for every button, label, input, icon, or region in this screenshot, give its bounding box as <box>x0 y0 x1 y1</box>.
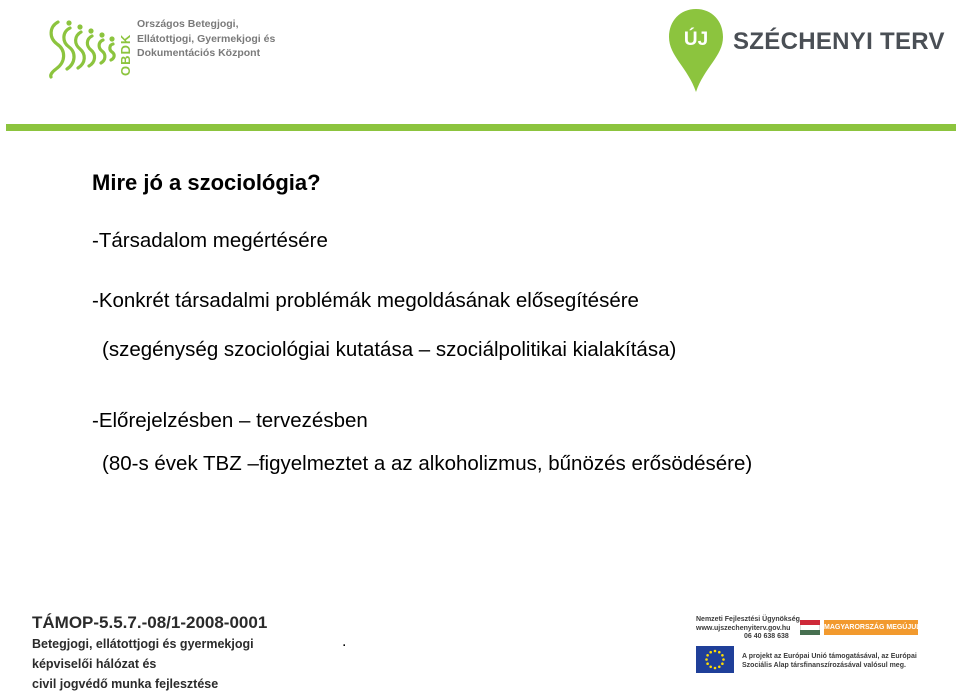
header-divider <box>6 124 956 131</box>
bullet-line: -Társadalom megértésére <box>92 229 328 252</box>
obdk-logo-text <box>137 17 275 61</box>
szt-badge: ÚJ <box>683 29 709 50</box>
project-code: TÁMOP-5.5.7.-08/1-2008-0001 <box>32 613 268 632</box>
agency-line: www.ujszechenyiterv.gov.hu <box>696 624 791 632</box>
project-desc-line: civil jogvédő munka fejlesztése <box>32 677 219 691</box>
eu-text-line: Szociális Alap társfinanszírozásával valósul meg. <box>742 662 906 669</box>
obdk-line: Országos Betegjogi, <box>137 18 239 30</box>
bullet-subline: (szegénység szociológiai kutatása – szociálpolitikai kialakítása) <box>102 338 677 361</box>
obdk-line: Ellátottjogi, Gyermekjogi és <box>137 32 276 45</box>
agency-line: Nemzeti Fejlesztési Ügynökség <box>696 616 800 623</box>
slide-title: Mire jó a szociológia? <box>92 170 321 195</box>
project-desc-line: képviselői hálózat és <box>32 657 157 671</box>
eu-funding-block <box>692 612 924 678</box>
footer-dot: . <box>342 633 347 650</box>
bullet-line: -Előrejelzésben – tervezésben <box>92 409 368 432</box>
hungarian-flag-icon <box>800 620 820 635</box>
agency-line: 06 40 638 638 <box>744 633 789 640</box>
eu-text-line: A projekt az Európai Unió támogatásával, az Európai <box>742 653 917 660</box>
obdk-monogram: OBDK <box>118 33 133 76</box>
slide-header <box>0 0 960 130</box>
eu-flag-icon <box>696 646 734 673</box>
project-desc-line: Betegjogi, ellátottjogi és gyermekjogi <box>32 637 254 651</box>
bullet-line: -Konkrét társadalmi problémák megoldásának elősegítésére <box>92 289 639 312</box>
szechenyi-terv-name: SZÉCHENYI TERV <box>733 28 945 55</box>
magyarorszag-megujul-badge: MAGYARORSZÁG MEGÚJUL <box>824 620 918 635</box>
project-info <box>32 612 267 694</box>
bullet-subline: (80-s évek TBZ –figyelmeztet a az alkoholizmus, bűnözés erősödésére) <box>102 452 753 475</box>
obdk-line: Dokumentációs Központ <box>137 47 261 59</box>
